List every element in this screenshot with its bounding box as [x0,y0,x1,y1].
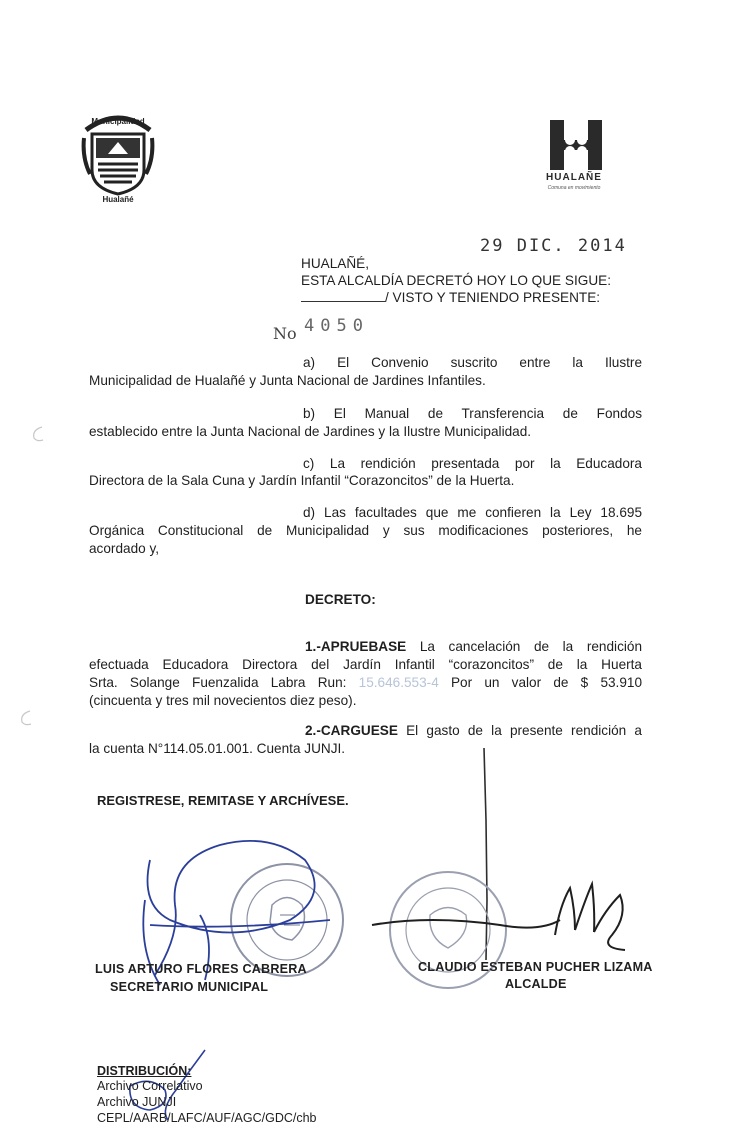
consideration-c-first: c) La rendición presentada por la Educadora [303,456,642,471]
blank-underline [301,289,385,302]
article-1-verb: 1.-APRUEBASE [305,639,407,654]
consideration-b-rest: establecido entre la Junta Nacional de Jardines y la Ilustre Municipalidad. [89,424,532,439]
municipal-seal-logo [80,108,156,204]
visto-line [301,289,600,307]
mayor-title: ALCALDE [505,977,567,991]
decree-number: 4050 [304,316,369,336]
date-stamp: 29 DIC. 2014 [480,236,627,256]
binder-hole-mark [28,424,48,444]
hualane-h-icon [548,120,604,170]
consideration-d-middle: Orgánica Constitucional de Municipalidad y sus modificaciones posteriores, he [89,523,642,538]
number-label: No [273,324,297,343]
article-1-line-3 [89,674,642,692]
distribution-line-3: CEPL/AARB/LAFC/AUF/AGC/GDC/chb [97,1111,317,1125]
consideration-d-rest: acordado y, [89,541,160,556]
mayor-signature [372,884,625,950]
seal-top-text: Municipalidad [91,117,145,126]
article-1-amount: Por un valor de $ 53.910 [450,675,643,690]
consideration-c-rest: Directora de la Sala Cuna y Jardín Infantil “Corazoncitos” de la Huerta. [89,473,515,488]
binder-hole-mark [16,708,36,728]
distribution-line-2: Archivo JUNJI [97,1095,177,1109]
decreto-heading: DECRETO: [305,592,376,607]
consideration-d-first: d) Las facultades que me confieren la Ley 18.695 [303,505,642,520]
article-1-line-4: (cincuenta y tres mil novecientos diez peso). [89,693,357,708]
decree-statement: ESTA ALCALDÍA DECRETÓ HOY LO QUE SIGUE: [301,273,611,288]
secretary-title: SECRETARIO MUNICIPAL [110,980,269,994]
article-2-line-2: la cuenta N°114.05.01.001. Cuenta JUNJI. [89,741,346,756]
logo-name: HUALAÑE [546,172,602,183]
distribution-line-1: Archivo Correlativo [97,1079,203,1093]
visto-text: / VISTO Y TENIENDO PRESENTE: [385,290,601,305]
article-1-text: La cancelación de la rendición [419,639,643,654]
consideration-a-first: a) El Convenio suscrito entre la Ilustre [303,355,642,370]
closing-formula: REGISTRESE, REMITASE Y ARCHÍVESE. [97,793,349,808]
place-line: HUALAÑÉ, [301,256,369,271]
distribution-heading: DISTRIBUCIÓN: [97,1064,192,1078]
seal-bottom-text: Hualañé [102,195,134,204]
article-1-line-2: efectuada Educadora Directora del Jardín Infantil “corazoncitos” de la Huerta [89,657,642,672]
article-1-first-line [305,638,642,656]
secretary-name: LUIS ARTURO FLORES CABRERA [95,962,307,976]
article-2-text: El gasto de la presente rendición a [406,723,642,738]
article-1-run-label: Srta. Solange Fuenzalida Labra Run: [89,675,347,690]
secretary-seal-stamp [231,864,343,976]
article-2-first-line [305,722,642,740]
run-redacted: 15.646.553-4 [358,675,439,690]
consideration-b-first: b) El Manual de Transferencia de Fondos [303,406,642,421]
consideration-a-rest: Municipalidad de Hualañé y Junta Nacional de Jardines Infantiles. [89,373,486,388]
mayor-name: CLAUDIO ESTEBAN PUCHER LIZAMA [418,960,653,974]
hualane-brand-logo [542,120,606,194]
logo-tagline: Comuna en movimiento [547,185,601,191]
article-2-verb: 2.-CARGUESE [305,723,398,738]
